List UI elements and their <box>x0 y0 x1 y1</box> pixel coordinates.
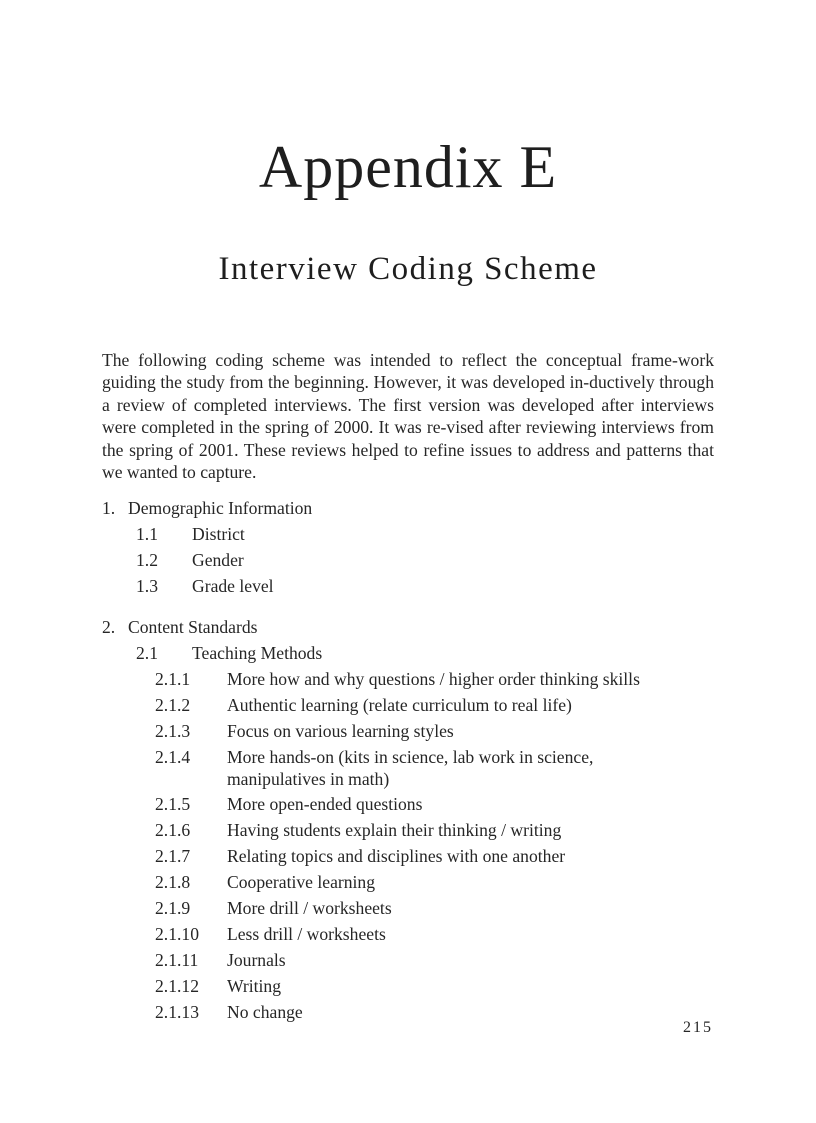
subitem-number: 2.1.3 <box>155 721 191 741</box>
subitem-number: 2.1.12 <box>155 976 199 996</box>
page-subtitle: Interview Coding Scheme <box>218 251 598 287</box>
subitem-label: Less drill / worksheets <box>227 924 386 944</box>
section-label: Demographic Information <box>128 498 313 518</box>
subitem-number: 2.1.13 <box>155 1002 199 1022</box>
intro-paragraph: The following coding scheme was intended to reflect the conceptual frame-work guiding the study from the beginning. However, it was developed in-ductively through a review of completed interviews. The first version was developed after interviews were completed in the spring of 2000. It was re-vised after reviewing interviews from the spring of 2001. These reviews helped to refine issues to address and patterns that we wanted to capture. <box>102 350 714 483</box>
subitem-label: More hands-on (kits in science, lab work in science, <box>227 747 594 767</box>
page-title: Appendix E <box>258 134 558 200</box>
subitem-label-continuation: manipulatives in math) <box>227 769 390 789</box>
subitem-label: No change <box>227 1002 303 1022</box>
item-label: Grade level <box>192 576 274 596</box>
subitem-number: 2.1.8 <box>155 872 191 892</box>
page-number: 215 <box>683 1019 713 1036</box>
item-number: 1.2 <box>136 550 158 570</box>
item-label: District <box>192 524 245 544</box>
subitem-number: 2.1.6 <box>155 820 191 840</box>
subitem-number: 2.1.11 <box>155 950 199 970</box>
subitem-number: 2.1.10 <box>155 924 199 944</box>
subitem-label: More open-ended questions <box>227 794 423 814</box>
subitem-label: More how and why questions / higher order thinking skills <box>227 669 640 689</box>
section-number: 1. <box>102 498 116 518</box>
subitem-number: 2.1.9 <box>155 898 191 918</box>
subitem-label: More drill / worksheets <box>227 898 392 918</box>
subitem-number: 2.1.7 <box>155 846 191 866</box>
section-number: 2. <box>102 617 116 637</box>
subitem-label: Having students explain their thinking / writing <box>227 820 562 840</box>
item-number: 1.1 <box>136 524 158 544</box>
subitem-label: Focus on various learning styles <box>227 721 454 741</box>
subitem-number: 2.1.2 <box>155 695 191 715</box>
subitem-label: Writing <box>227 976 282 996</box>
subitem-number: 2.1.5 <box>155 794 191 814</box>
subitem-label: Authentic learning (relate curriculum to real life) <box>227 695 572 715</box>
subitem-number: 2.1.4 <box>155 747 191 767</box>
item-label: Teaching Methods <box>192 643 323 663</box>
subitem-label: Journals <box>227 950 286 970</box>
item-number: 2.1 <box>136 643 158 663</box>
item-label: Gender <box>192 550 244 570</box>
subitem-label: Relating topics and disciplines with one another <box>227 846 566 866</box>
subitem-label: Cooperative learning <box>227 872 376 892</box>
section-label: Content Standards <box>128 617 258 637</box>
subitem-number: 2.1.1 <box>155 669 191 689</box>
item-number: 1.3 <box>136 576 158 596</box>
